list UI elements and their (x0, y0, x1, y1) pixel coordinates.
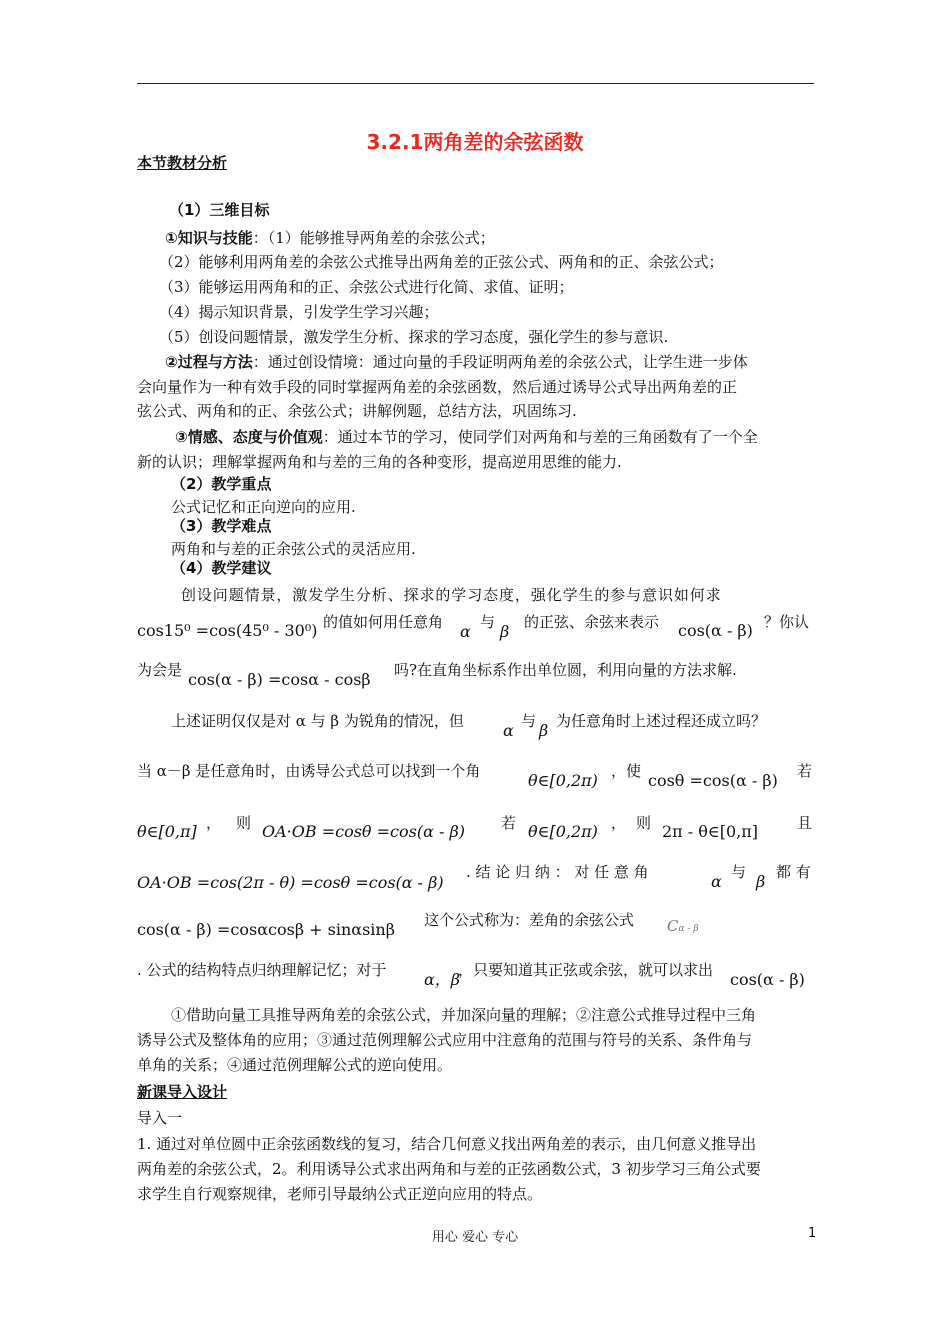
heading-difficulty: （3）教学难点 (171, 517, 272, 535)
intro-label: 导入一 (137, 1109, 183, 1127)
text-ruo: 若 (797, 762, 813, 780)
conclusion-text: . 结 论 归 纳 ： 对 任 意 角 (466, 863, 649, 881)
objective-k2: （2）能够利用两角差的余弦公式推导出两角差的正弦公式、两角和的正、余弦公式； (159, 253, 724, 271)
text-yu: 与 (480, 613, 496, 631)
suggestion-text3a: 为会是 (137, 661, 183, 679)
symbol-alpha: α (460, 622, 471, 641)
suggestion-text5a: 当 α－β 是任意角时，由诱导公式总可以找到一个角 (137, 762, 481, 780)
emotion-line2: 新的认识；理解掌握两角和与差的三角的各种变形，提高逆用思维的能力. (137, 453, 622, 471)
note-line3: 单角的关系；④通过范例理解公式的逆向使用。 (137, 1056, 453, 1074)
objective-k3: （3）能够运用两角和的正、余弦公式进行化简、求值、证明； (159, 278, 574, 296)
objective-process: ②过程与方法：通过创设情境：通过向量的手段证明两角差的余弦公式，让学生进一步体 (165, 353, 748, 371)
suggestion-text2b: 的正弦、余弦来表示 (524, 613, 660, 631)
formula-2pi-theta: 2π - θ∈[0,π] (662, 822, 759, 841)
heading-suggestion: （4）教学建议 (171, 559, 272, 577)
text-ze: 则 (236, 814, 252, 832)
formula-oa-ob-2: OA·OB =cos(2π - θ) =cosθ =cos(α - β) (137, 873, 444, 892)
page-footer: 用心 爱心 专心 (431, 1230, 519, 1245)
formula-oa-ob: OA·OB =cosθ =cos(α - β) (262, 822, 465, 841)
formula-name-text: 这个公式称为：差角的余弦公式 (424, 911, 635, 929)
objective-k5: （5）创设问题情景，激发学生分析、探求的学习态度，强化学生的参与意识. (159, 328, 669, 346)
formula-wrong: cos(α - β) =cosα - cosβ (188, 670, 371, 689)
text-yu-2: 与 (521, 712, 537, 730)
formula-cos-ab-2: cos(α - β) (730, 970, 805, 989)
text-ze-2: 则 (636, 814, 652, 832)
symbol-beta-3: β (756, 872, 766, 891)
page-number: 1 (808, 1226, 817, 1241)
text-qie: 且 (797, 814, 813, 832)
note-line2: 诱导公式及整体角的应用；③通过范例理解公式应用中注意角的范围与符号的关系、条件角与 (137, 1031, 753, 1049)
process-line2: 会向量作为一种有效手段的同时掌握两角差的余弦函数，然后通过诱导公式导出两角差的正 (137, 378, 738, 396)
process-line3: 弦公式、两角和的正、余弦公式；讲解例题，总结方法，巩固练习. (137, 402, 577, 420)
intro-line2: 两角差的余弦公式，2。利用诱导公式求出两角和与差的正弦函数公式，3 初步学习三角公式要 (137, 1160, 761, 1178)
formula-symbol-c: Cα - β (667, 917, 699, 935)
suggestion-text2c: ？你认 (764, 613, 810, 631)
key-points-text: 公式记忆和正向逆向的应用. (171, 498, 356, 516)
objective-knowledge: ①知识与技能：（1）能够推导两角差的余弦公式； (165, 229, 495, 247)
memory-text-a: . 公式的结构特点归纳理解记忆；对于 (137, 961, 387, 979)
section-heading-analysis: 本节教材分析 (137, 154, 228, 172)
objective-emotion: ③情感、态度与价值观：通过本节的学习，使同学们对两角和与差的三角函数有了一个全 (175, 428, 758, 446)
note-line1: ①借助向量工具推导两角差的余弦公式，并加深向量的理解；②注意公式推导过程中三角 (171, 1006, 757, 1024)
difficulty-text: 两角和与差的正余弦公式的灵活应用. (171, 540, 416, 558)
formula-cos-difference: cos(α - β) =cosαcosβ + sinαsinβ (137, 920, 395, 939)
suggestion-text5b: ，使 (611, 762, 642, 780)
suggestion-text4b: 为任意角时上述过程还成立吗？ (556, 712, 767, 730)
text-ruo-2: 若 (501, 814, 517, 832)
section-heading-intro: 新课导入设计 (137, 1083, 228, 1101)
formula-theta-0-2pi-2: θ∈[0,2π) (528, 822, 598, 841)
formula-cos15: cos15⁰ =cos(45⁰ - 30⁰) (137, 621, 318, 640)
text-yu-3: 与 (731, 863, 747, 881)
memory-text-b: ，只要知道其正弦或余弦，就可以求出 (458, 961, 714, 979)
symbol-alpha-3: α (711, 872, 722, 891)
text-dou-you: 都 有 (776, 863, 811, 881)
symbol-alpha-beta: α，β (424, 970, 461, 989)
text-comma-2: ， (611, 814, 627, 832)
symbol-alpha-2: α (503, 721, 514, 740)
symbol-beta: β (500, 622, 510, 641)
symbol-beta-2: β (539, 721, 549, 740)
suggestion-text2a: 的值如何用任意角 (323, 613, 444, 631)
intro-line3: 求学生自行观察规律，老师引导最纳公式正逆向应用的特点。 (137, 1185, 543, 1203)
heading-key-points: （2）教学重点 (171, 475, 272, 493)
formula-cos-ab: cos(α - β) (678, 621, 753, 640)
heading-objectives: （1）三维目标 (169, 201, 270, 219)
intro-line1: 1. 通过对单位圆中正余弦函数线的复习，结合几何意义找出两角差的表示，由几何意义推导出 (137, 1135, 757, 1153)
formula-costheta: cosθ =cos(α - β) (648, 771, 778, 790)
formula-theta-0-2pi: θ∈[0,2π) (528, 771, 598, 790)
formula-theta-0-pi: θ∈[0,π] (137, 822, 197, 841)
suggestion-text4a: 上述证明仅仅是对 α 与 β 为锐角的情况，但 (171, 712, 464, 730)
text-comma: ， (206, 814, 222, 832)
objective-k4: （4）揭示知识背景，引发学生学习兴趣； (159, 303, 439, 321)
suggestion-text3b: 吗?在直角坐标系作出单位圆，利用向量的方法求解. (394, 661, 737, 679)
suggestion-line1: 创设问题情景，激发学生分析、探求的学习态度，强化学生的参与意识如何求 (181, 586, 722, 604)
header-rule (137, 83, 814, 84)
page-title: 3.2.1两角差的余弦函数 (366, 130, 584, 154)
